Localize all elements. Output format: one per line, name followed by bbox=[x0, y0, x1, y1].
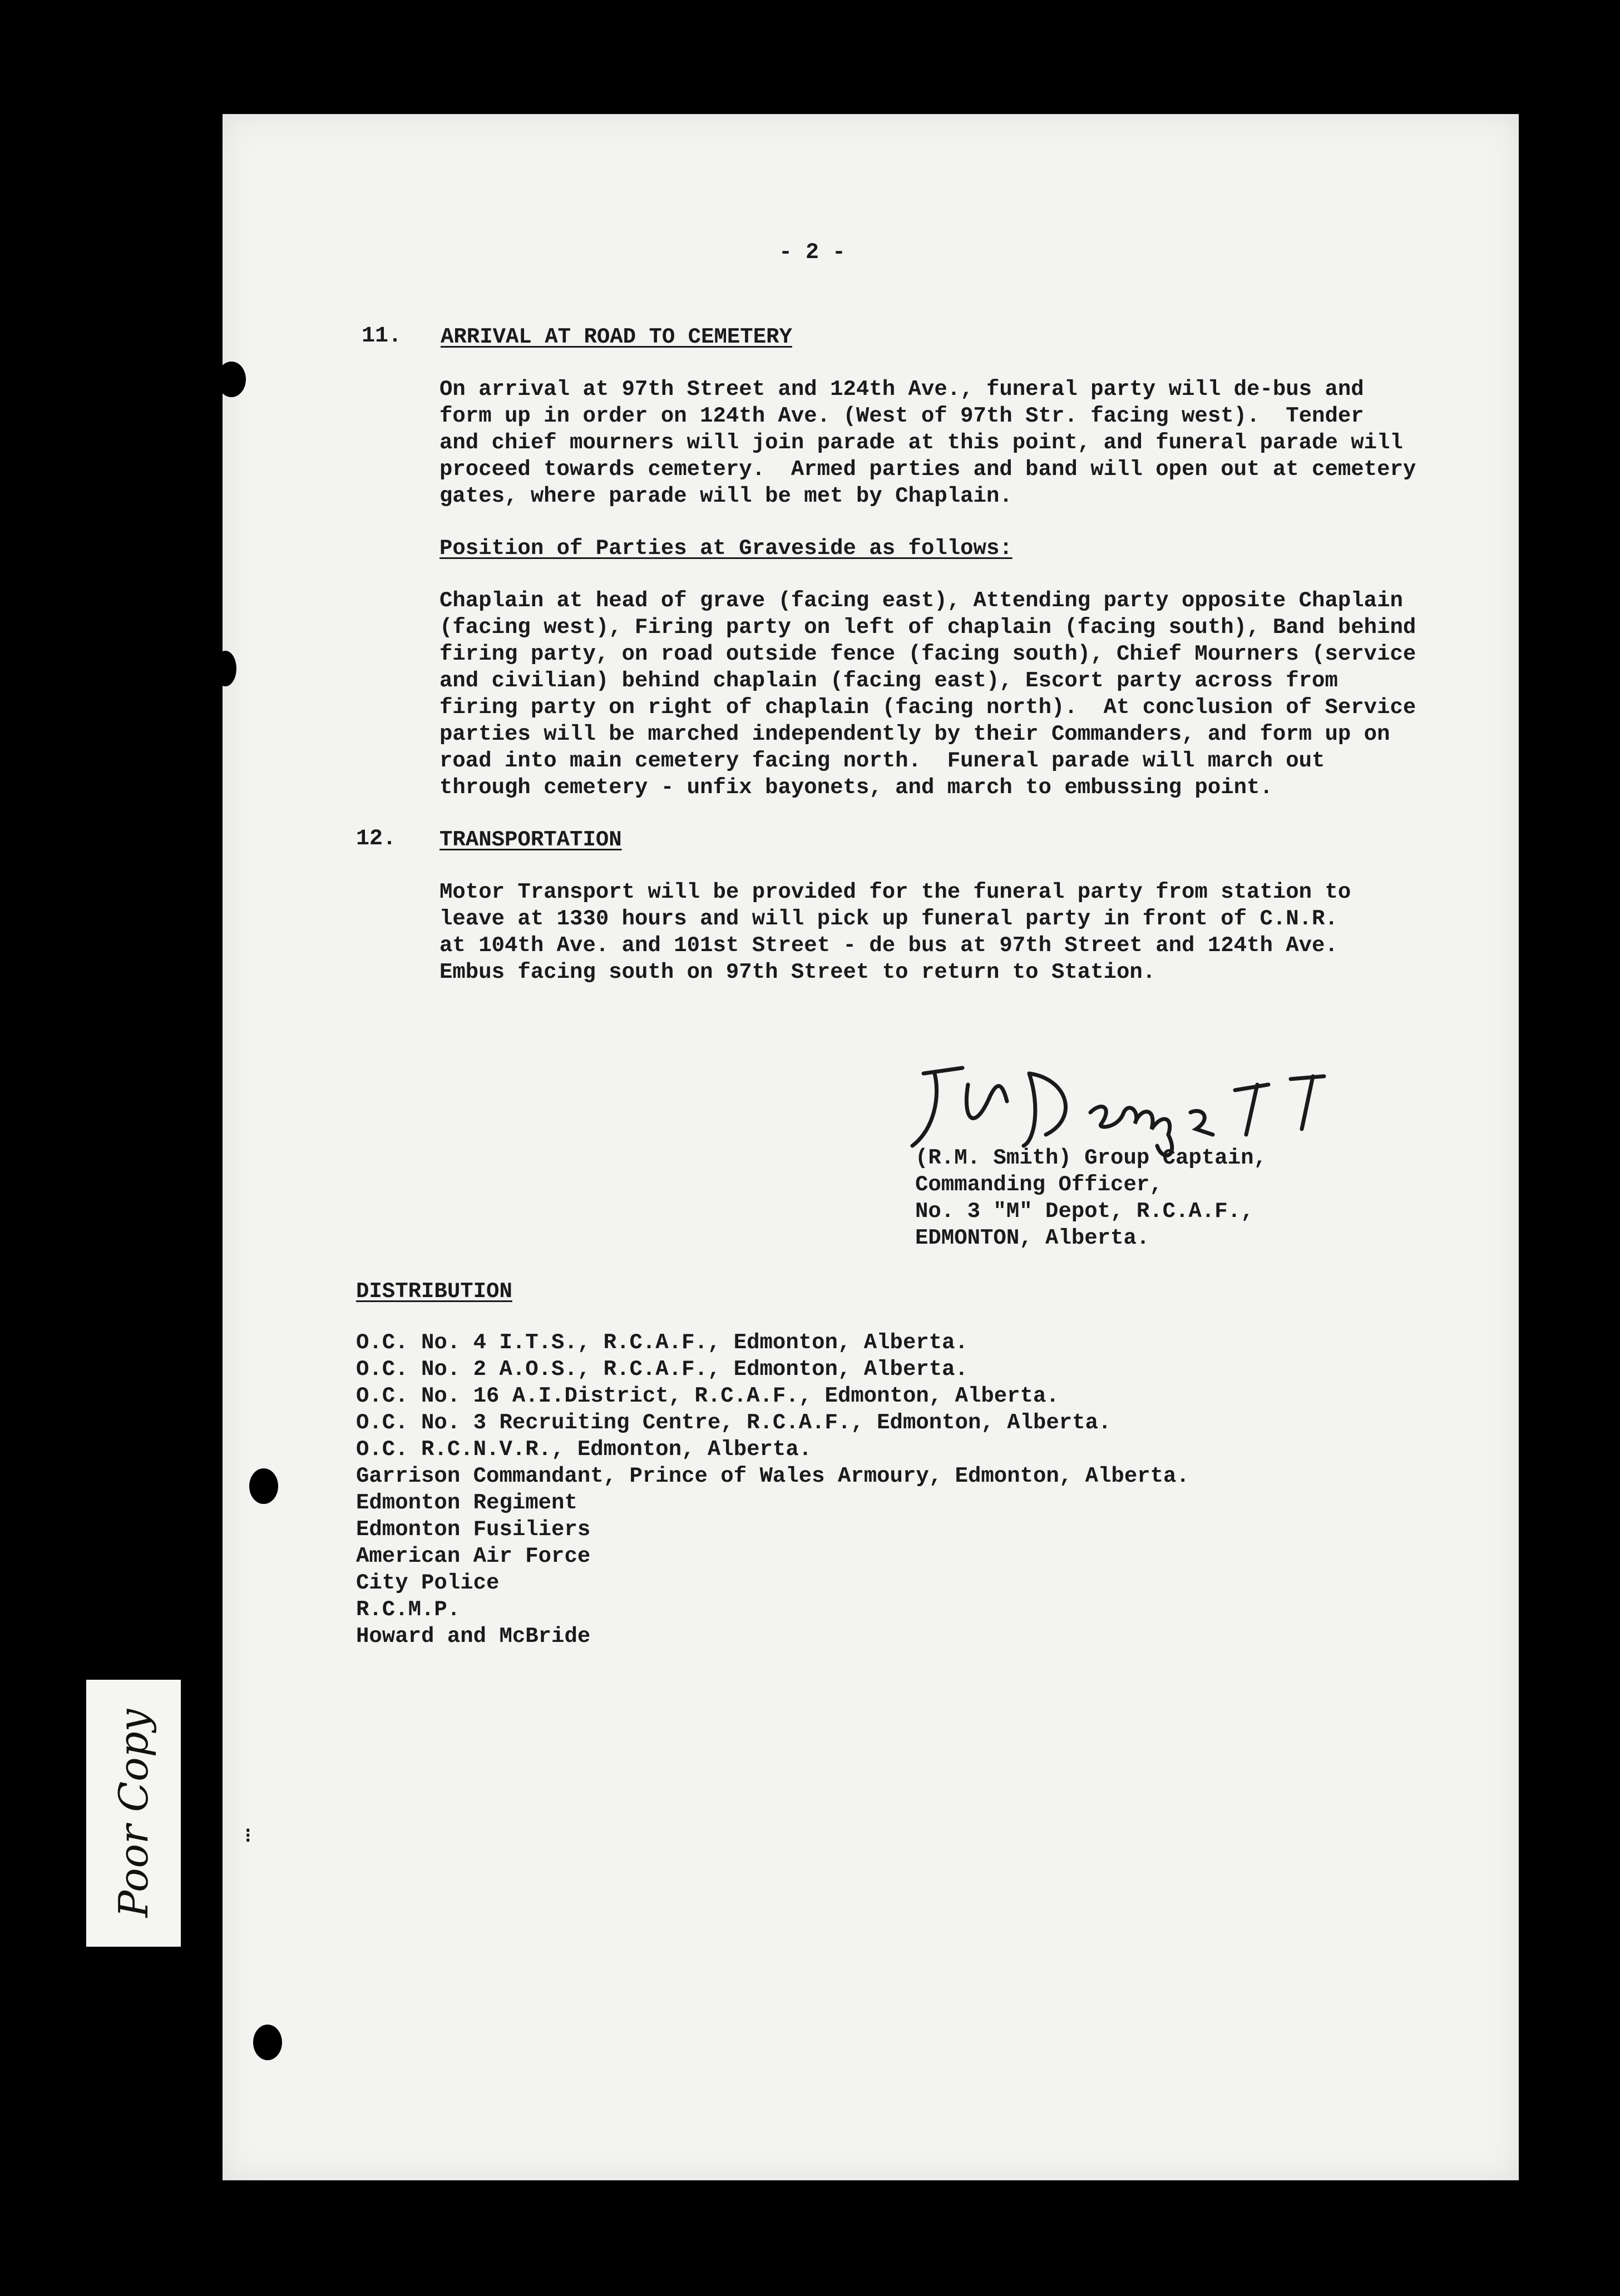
punch-hole bbox=[214, 651, 236, 686]
text-line: leave at 1330 hours and will pick up funeral party in front of C.N.R. bbox=[439, 907, 1338, 931]
poor-copy-note: Poor Copy bbox=[110, 1709, 157, 1918]
list-item: City Police bbox=[356, 1571, 500, 1595]
list-item: O.C. No. 16 A.I.District, R.C.A.F., Edmonton, Alberta. bbox=[356, 1384, 1059, 1408]
text-line: Motor Transport will be provided for the funeral party from station to bbox=[439, 880, 1351, 904]
text-line: road into main cemetery facing north. Funeral parade will march out bbox=[439, 749, 1325, 773]
list-item: Edmonton Fusiliers bbox=[356, 1517, 591, 1542]
section-12-number: 12. bbox=[356, 827, 397, 852]
list-item: Howard and McBride bbox=[356, 1624, 591, 1649]
text-line: proceed towards cemetery. Armed parties and band will open out at cemetery bbox=[439, 457, 1416, 482]
section-11-heading: ARRIVAL AT ROAD TO CEMETERY bbox=[441, 325, 792, 349]
text-line: Chaplain at head of grave (facing east), Attending party opposite Chaplain bbox=[439, 588, 1403, 613]
text-line: parties will be marched independently by their Commanders, and form up on bbox=[439, 722, 1390, 746]
list-item: Edmonton Regiment bbox=[356, 1491, 577, 1515]
list-item: O.C. No. 2 A.O.S., R.C.A.F., Edmonton, Alberta. bbox=[356, 1357, 968, 1382]
graveside-subheading: Position of Parties at Graveside as follows: bbox=[439, 536, 1012, 561]
text-line: form up in order on 124th Ave. (West of 97th Str. facing west). Tender bbox=[439, 404, 1364, 428]
punch-hole bbox=[217, 362, 246, 397]
signatory-location: EDMONTON, Alberta. bbox=[915, 1226, 1150, 1250]
text-line: through cemetery - unfix bayonets, and march to embussing point. bbox=[439, 775, 1273, 800]
text-line: firing party on right of chaplain (facing north). At conclusion of Service bbox=[439, 695, 1416, 720]
text-line: and civilian) behind chaplain (facing east), Escort party across from bbox=[439, 669, 1338, 693]
text-line: Embus facing south on 97th Street to return to Station. bbox=[439, 960, 1156, 984]
text-line: at 104th Ave. and 101st Street - de bus at 97th Street and 124th Ave. bbox=[439, 933, 1338, 958]
section-12-heading: TRANSPORTATION bbox=[439, 828, 622, 852]
punch-hole bbox=[253, 2025, 282, 2060]
signatory-name: (R.M. Smith) Group Captain, bbox=[915, 1146, 1267, 1170]
list-item: O.C. No. 3 Recruiting Centre, R.C.A.F., Edmonton, Alberta. bbox=[356, 1411, 1112, 1435]
text-line: gates, where parade will be met by Chaplain. bbox=[439, 484, 1012, 508]
list-item: O.C. No. 4 I.T.S., R.C.A.F., Edmonton, Alberta. bbox=[356, 1330, 968, 1355]
text-line: On arrival at 97th Street and 124th Ave., funeral party will de-bus and bbox=[439, 377, 1364, 402]
distribution-heading: DISTRIBUTION bbox=[356, 1279, 512, 1304]
signatory-unit: No. 3 "M" Depot, R.C.A.F., bbox=[915, 1199, 1254, 1224]
scan-specks: ⁝ bbox=[245, 1825, 251, 1848]
signatory-title: Commanding Officer, bbox=[915, 1172, 1163, 1197]
section-11-number: 11. bbox=[362, 324, 402, 349]
list-item: R.C.M.P. bbox=[356, 1597, 461, 1622]
list-item: O.C. R.C.N.V.R., Edmonton, Alberta. bbox=[356, 1437, 812, 1462]
list-item: Garrison Commandant, Prince of Wales Armoury, Edmonton, Alberta. bbox=[356, 1464, 1189, 1488]
page-number: - 2 - bbox=[779, 240, 846, 265]
text-line: (facing west), Firing party on left of chaplain (facing south), Band behind bbox=[439, 615, 1416, 640]
list-item: American Air Force bbox=[356, 1544, 591, 1568]
poor-copy-slip bbox=[86, 1680, 181, 1947]
text-line: and chief mourners will join parade at this point, and funeral parade will bbox=[439, 430, 1403, 455]
punch-hole bbox=[249, 1468, 278, 1504]
text-line: firing party, on road outside fence (facing south), Chief Mourners (service bbox=[439, 642, 1416, 666]
